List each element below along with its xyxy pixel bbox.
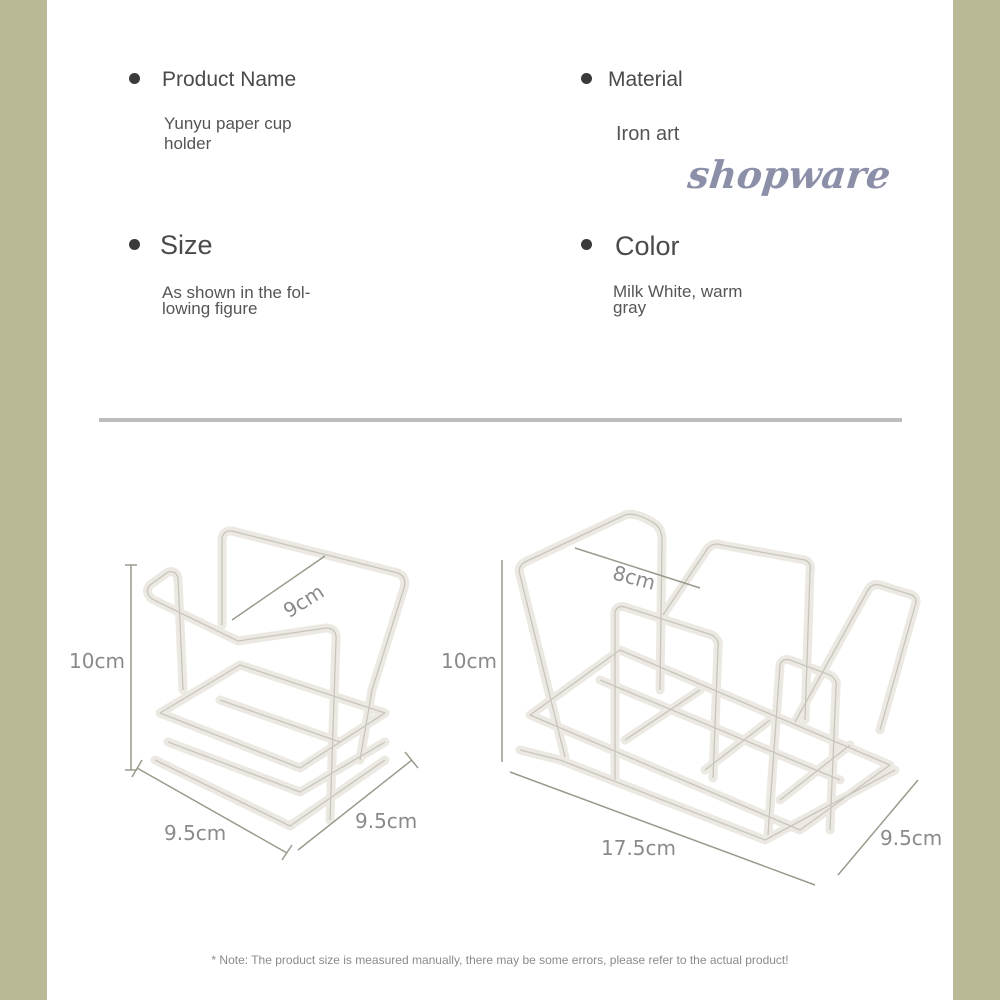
product-name-title: Product Name [162,68,297,91]
large-length-label: 17.5cm [601,836,677,860]
small-width-label: 9.5cm [164,821,227,845]
material-title: Material [608,68,683,91]
size-value-line1: As shown in the fol- [162,283,311,302]
small-holder-illustration [147,531,404,826]
material-value: Iron art [616,123,680,145]
size-value-line2: lowing figure [162,299,258,318]
large-width-label: 9.5cm [880,826,943,850]
product-name-value: Yunyu paper cup holder [164,114,292,153]
color-value-line1: Milk White, warm [613,282,743,301]
product-spec-page [47,0,953,1000]
color-title: Color [615,231,680,261]
large-depth-label: 8cm [610,560,659,595]
shopware-watermark: shopware [685,152,893,197]
measurement-note: * Note: The product size is measured manually, there may be some errors, please refer to the actual product! [211,953,789,967]
large-height-label: 10cm [441,649,497,673]
small-depth-label: 9cm [278,579,329,623]
small-length-label: 9.5cm [355,809,418,833]
size-title: Size [160,230,213,260]
small-height-label: 10cm [69,649,125,673]
color-value-line2: gray [613,298,647,317]
